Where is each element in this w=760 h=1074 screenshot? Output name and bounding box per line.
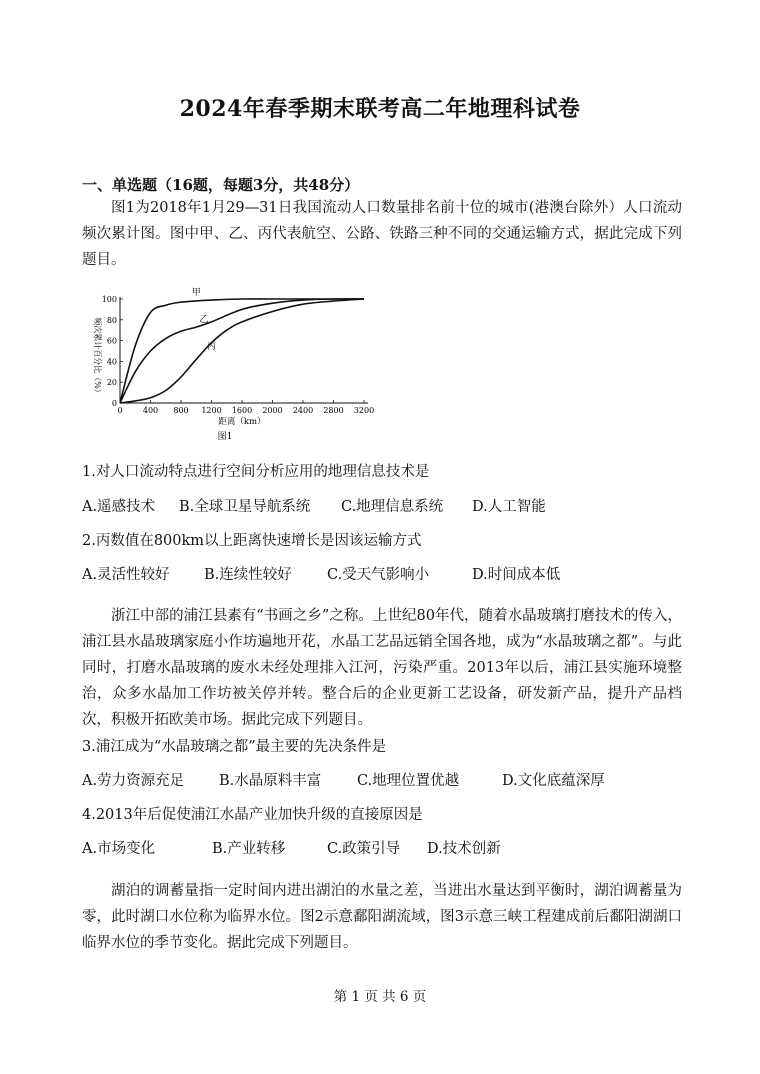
q3-option-d[interactable]: D.文化底蕴深厚	[502, 773, 605, 789]
y-tick-label: 100	[101, 295, 117, 304]
q2-option-c[interactable]: C.受天气影响小	[327, 567, 430, 583]
x-tick-label: 3200	[353, 406, 375, 415]
y-tick-label: 40	[106, 357, 117, 367]
x-tick-label: 1200	[201, 406, 222, 415]
y-tick-label: 0	[111, 399, 117, 408]
x-axis-label: 距离（km）	[218, 417, 266, 427]
series-label-2: 乙	[199, 314, 209, 325]
x-tick-label: 2400	[292, 406, 314, 415]
q2-option-b[interactable]: B.连续性较好	[204, 567, 292, 583]
y-tick-label: 60	[106, 336, 117, 346]
q3-option-a[interactable]: A.劳力资源充足	[82, 773, 185, 789]
x-tick-label: 800	[173, 406, 189, 415]
question-4-stem: 4.2013年后促使浦江水晶产业加快升级的直接原因是	[82, 807, 423, 823]
q1-option-b[interactable]: B.全球卫星导航系统	[179, 499, 311, 515]
x-tick-label: 1600	[231, 406, 253, 415]
x-tick-label: 400	[142, 406, 159, 415]
q1-option-c[interactable]: C.地理信息系统	[341, 499, 444, 515]
figure-caption: 图1	[217, 432, 233, 442]
q3-option-c[interactable]: C.地理位置优越	[357, 773, 460, 789]
q4-option-c[interactable]: C.政策引导	[327, 841, 401, 857]
passage-3: 湖泊的调蓄量指一定时间内进出湖泊的水量之差，当进出水量达到平衡时，湖泊调蓄量为零，此时湖口水位称为临界水位。图2示意鄱阳湖流域，图3示意三峡工程建成前后鄱阳湖湖口临界水位的季节变化。据此完成下列题目。	[82, 883, 682, 951]
q4-option-a[interactable]: A.市场变化	[82, 841, 156, 857]
series-label-3: 丙	[206, 341, 217, 352]
series-line-2	[120, 299, 364, 403]
q3-option-b[interactable]: B.水晶原料丰富	[219, 773, 322, 789]
q1-option-a[interactable]: A.遥感技术	[82, 499, 156, 515]
cumulative-frequency-chart	[82, 282, 382, 442]
series-line-3	[120, 299, 364, 403]
y-tick-label: 80	[106, 315, 117, 325]
series-label-1: 甲	[191, 287, 201, 298]
q4-option-d[interactable]: D.技术创新	[427, 841, 501, 857]
series-line-1	[120, 299, 364, 403]
q2-option-d[interactable]: D.时间成本低	[472, 567, 561, 583]
figure-1	[82, 282, 382, 442]
q1-option-d[interactable]: D.人工智能	[472, 499, 546, 515]
passage-1: 图1为2018年1月29—31日我国流动人口数量排名前十位的城市(港澳台除外）人口流动频次累计图。图中甲、乙、丙代表航空、公路、铁路三种不同的交通运输方式，据此完成下列题目。	[82, 200, 682, 268]
passage-2: 浙江中部的浦江县素有“书画之乡”之称。上世纪80年代，随着水晶玻璃打磨技术的传入，浦江县水晶玻璃家庭小作坊遍地开花，水晶工艺品远销全国各地，成为“水晶玻璃之都”。与此同时，打磨水晶玻璃的废水未经处理排入江河，污染严重。2013年以后，浦江县实施环境整治，众多水晶加工作坊被关停并转。整合后的企业更新工艺设备，研发新产品，提升产品档次，积极开拓欧美市场。据此完成下列题目。	[82, 608, 682, 728]
x-tick-label: 2000	[262, 406, 283, 415]
y-axis-label: 频次累计百分比（%）	[93, 317, 102, 397]
page-title: 2024年春季期末联考高二年地理科试卷	[179, 96, 581, 122]
page-number: 第 1 页 共 6 页	[333, 989, 427, 1005]
q2-option-a[interactable]: A.灵活性较好	[82, 567, 170, 583]
question-1-stem: 1.对人口流动特点进行空间分析应用的地理信息技术是	[82, 464, 430, 480]
section-header: 一、单选题（16题，每题3分，共48分）	[82, 176, 360, 194]
x-tick-label: 0	[117, 406, 123, 415]
y-tick-label: 20	[106, 378, 117, 388]
q4-option-b[interactable]: B.产业转移	[212, 841, 286, 857]
question-3-stem: 3.浦江成为“水晶玻璃之都”最主要的先决条件是	[82, 739, 387, 755]
question-2-stem: 2.丙数值在800km以上距离快速增长是因该运输方式	[82, 533, 422, 549]
x-tick-label: 2800	[323, 406, 344, 415]
